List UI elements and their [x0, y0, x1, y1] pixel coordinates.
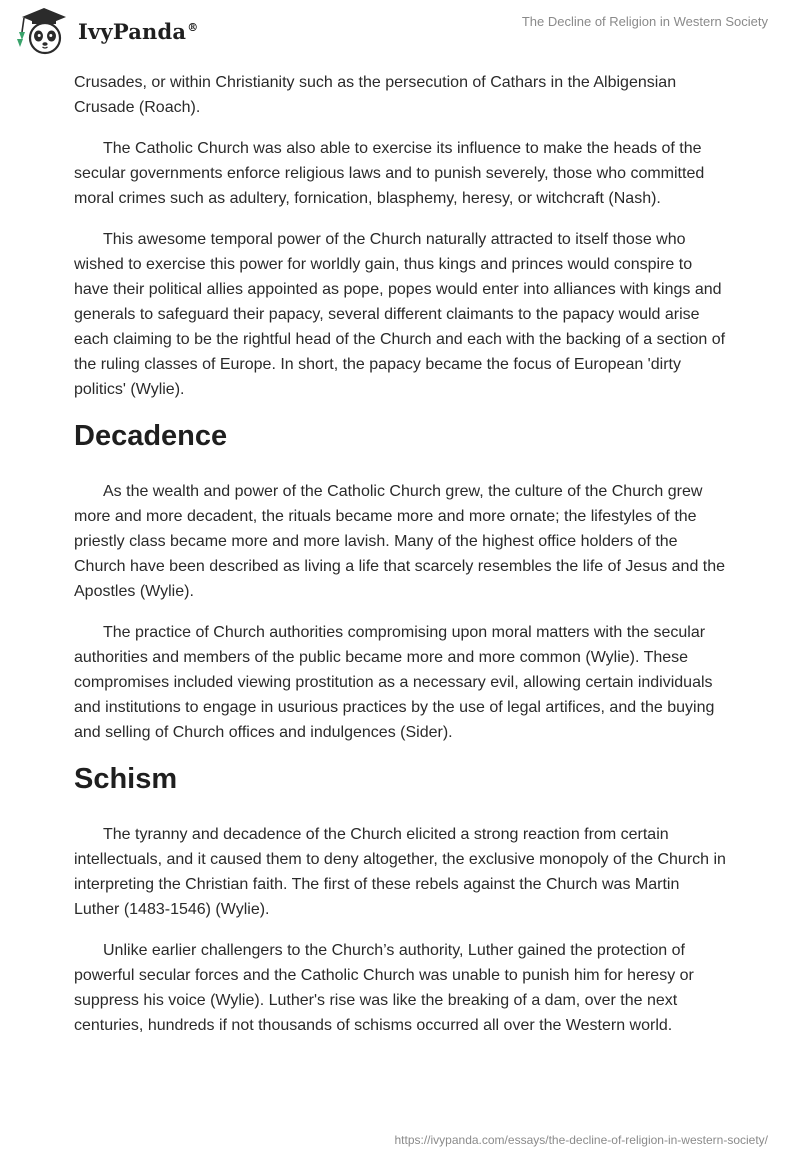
paragraph: Unlike earlier challengers to the Church’s authority, Luther gained the protection of powerful secular forces and the Catholic Church was unable to punish him for heresy or suppress his voice (Wylie). Luther's rise was like the breaking of a dam, over the next centuries, hundreds if not thousands of schisms occurred all over the Western world.: [74, 942, 694, 1034]
paragraph-continued: Crusades, or within Christianity such as the persecution of Cathars in the Albigensian Crusade (Roach).: [74, 74, 677, 116]
document-title: The Decline of Religion in Western Society: [521, 14, 768, 29]
paragraph: This awesome temporal power of the Church naturally attracted to itself those who wished to exercise this power for worldly gain, thus kings and princes would conspire to have their political allies appointed as pope, popes would enter into alliances with kings and generals to safeguard their papacy, several different claimants to the papacy would arise each claiming to be the rightful head of the Church and each with the backing of a section of the ruling classes of Europe. In short, the papacy became the focus of European 'dirty politics' (Wylie).: [74, 231, 726, 398]
source-url[interactable]: https://ivypanda.com/essays/the-decline-of-religion-in-western-society/: [394, 1133, 768, 1147]
panda-logo-icon: [14, 6, 72, 58]
paragraph: The practice of Church authorities compromising upon moral matters with the secular authorities and members of the public became more and more common (Wylie). These compromises included viewing prostitution as a necessary evil, allowing certain individuals and institutions to engage in usurious practices by the use of legal artifices, and the buying and selling of Church offices and indulgences (Sider).: [74, 624, 715, 741]
page-header: [0, 0, 800, 66]
paragraph: As the wealth and power of the Catholic Church grew, the culture of the Church grew more and more decadent, the rituals became more and more ornate; the lifestyles of the priestly class became more and more lavish. Many of the highest office holders of the Church have been described as living a life that scarcely resembles the life of Jesus and the Apostles (Wylie).: [74, 483, 726, 600]
brand-logo[interactable]: [14, 6, 214, 58]
brand-name: IvyPanda®: [78, 19, 199, 44]
section-heading-decadence: Decadence: [74, 420, 228, 452]
paragraph: The tyranny and decadence of the Church elicited a strong reaction from certain intellectuals, and it caused them to deny altogether, the exclusive monopoly of the Church in interpreting the Christian faith. The first of these rebels against the Church was Martin Luther (1483-1546) (Wylie).: [74, 826, 726, 918]
essay-body: [74, 70, 726, 1054]
paragraph: The Catholic Church was also able to exercise its influence to make the heads of the secular governments enforce religious laws and to punish severely, those who committed moral crimes such as adultery, fornication, blasphemy, heresy, or witchcraft (Nash).: [74, 140, 705, 207]
section-heading-schism: Schism: [74, 763, 178, 795]
